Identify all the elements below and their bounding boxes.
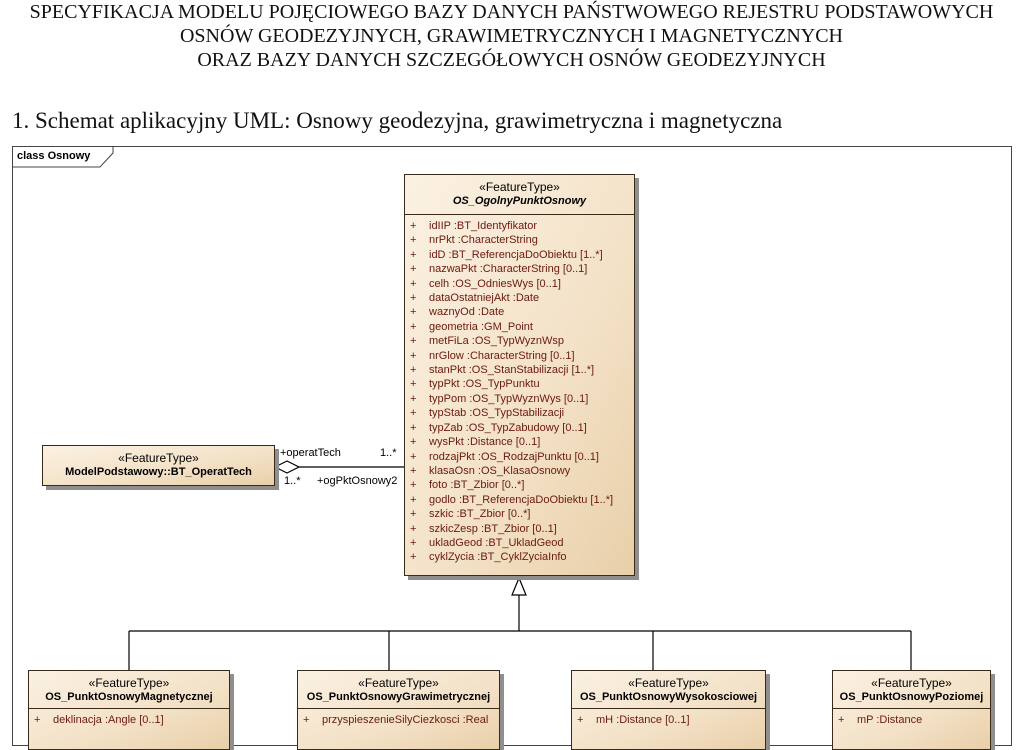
- attribute: [405, 305, 634, 319]
- visibility-symbol: +: [410, 479, 417, 492]
- attribute: [405, 450, 634, 464]
- attribute: [405, 277, 634, 291]
- attribute-text: waznyOd :Date: [429, 306, 505, 319]
- section-heading: 1. Schemat aplikacyjny UML: Osnowy geodezyjna, grawimetryczna i magnetyczna: [12, 108, 783, 133]
- class-header: [43, 446, 274, 480]
- attribute-text: idD :BT_ReferencjaDoObiektu [1..*]: [429, 248, 603, 261]
- attribute-text: wysPkt :Distance [0..1]: [429, 436, 541, 449]
- attribute-text: mH :Distance [0..1]: [596, 714, 690, 726]
- class-punkt-osnowy-grawimetrycznej[interactable]: [297, 670, 500, 750]
- attribute-text: cyklZycia :BT_CyklZyciaInfo: [429, 551, 567, 564]
- visibility-symbol: +: [410, 234, 417, 247]
- frame-label: class Osnowy: [17, 150, 91, 162]
- visibility-symbol: +: [410, 320, 417, 333]
- visibility-symbol: +: [410, 392, 417, 405]
- attribute-list: [298, 709, 499, 727]
- attribute: [29, 713, 229, 727]
- multiplicity-operat-tech: 1..*: [380, 447, 397, 459]
- class-header: [29, 671, 229, 709]
- class-header: [572, 671, 765, 709]
- role-operat-tech: +operatTech: [280, 447, 341, 459]
- role-og-pkt-osnowy2: +ogPktOsnowy2: [317, 475, 398, 487]
- class-name: OS_OgolnyPunktOsnowy: [452, 195, 587, 207]
- attribute: [405, 262, 634, 276]
- attribute-text: przyspieszenieSilyCiezkosci :Real: [322, 714, 489, 726]
- visibility-symbol: +: [410, 551, 417, 564]
- attribute-text: celh :OS_OdniesWys [0..1]: [429, 277, 561, 290]
- attribute: [405, 363, 634, 377]
- attribute: [405, 478, 634, 492]
- title-line-1: SPECYFIKACJA MODELU POJĘCIOWEGO BAZY DANYCH PAŃSTWOWEGO REJESTRU PODSTAWOWYCH: [29, 1, 994, 23]
- class-punkt-osnowy-wysokosciowej[interactable]: [571, 670, 766, 750]
- visibility-symbol: +: [410, 378, 417, 391]
- attribute: [405, 421, 634, 435]
- attribute: [833, 713, 990, 727]
- visibility-symbol: +: [410, 536, 417, 549]
- visibility-symbol: +: [410, 493, 417, 506]
- class-name: ModelPodstawowy::BT_OperatTech: [65, 466, 252, 478]
- visibility-symbol: +: [34, 714, 41, 726]
- visibility-symbol: +: [410, 277, 417, 290]
- visibility-symbol: +: [410, 364, 417, 377]
- class-punkt-osnowy-poziomej[interactable]: [832, 670, 991, 750]
- attribute: [405, 493, 634, 507]
- attribute-text: szkicZesp :BT_Zbior [0..1]: [429, 522, 557, 535]
- attribute-text: nrGlow :CharacterString [0..1]: [429, 349, 575, 362]
- attribute-text: szkic :BT_Zbior [0..*]: [429, 508, 531, 521]
- multiplicity-punkt: 1..*: [284, 475, 301, 487]
- attribute-text: nazwaPkt :CharacterString [0..1]: [429, 263, 588, 276]
- class-stereotype: «FeatureType»: [871, 676, 952, 690]
- aggregation-diamond: [275, 461, 299, 473]
- attribute: [405, 550, 634, 564]
- generalization-arrowhead: [512, 578, 526, 595]
- attribute-text: deklinacja :Angle [0..1]: [53, 714, 164, 726]
- attribute-text: typPkt :OS_TypPunktu: [429, 378, 540, 391]
- attribute-text: ukladGeod :BT_UkladGeod: [429, 536, 564, 549]
- class-stereotype: «FeatureType»: [118, 451, 199, 465]
- class-bt-operat-tech[interactable]: [42, 445, 275, 486]
- attribute-text: metFiLa :OS_TypWyznWsp: [429, 335, 564, 348]
- class-name: OS_PunktOsnowyMagnetycznej: [45, 691, 213, 703]
- class-name: OS_PunktOsnowyWysokosciowej: [579, 691, 758, 703]
- class-punkt-osnowy-magnetycznej[interactable]: [28, 670, 230, 750]
- class-name: OS_PunktOsnowyGrawimetrycznej: [306, 691, 491, 703]
- attribute-text: foto :BT_Zbior [0..*]: [429, 479, 525, 492]
- class-header: [833, 671, 990, 709]
- visibility-symbol: +: [410, 464, 417, 477]
- attribute-text: typPom :OS_TypWyznWys [0..1]: [429, 392, 589, 405]
- class-os-ogolny-punkt-osnowy[interactable]: [404, 174, 635, 576]
- visibility-symbol: +: [577, 714, 584, 726]
- class-stereotype: «FeatureType»: [628, 676, 709, 690]
- attribute-text: nrPkt :CharacterString: [429, 234, 538, 247]
- attribute-text: klasaOsn :OS_KlasaOsnowy: [429, 464, 571, 477]
- title-line-3: ORAZ BAZY DANYCH SZCZEGÓŁOWYCH OSNÓW GEODEZYJNYCH: [197, 49, 826, 71]
- attribute: [405, 320, 634, 334]
- visibility-symbol: +: [410, 421, 417, 434]
- title-line-2: OSNÓW GEODEZYJNYCH, GRAWIMETRYCZNYCH I MAGNETYCZNYCH: [179, 25, 843, 47]
- visibility-symbol: +: [410, 450, 417, 463]
- visibility-symbol: +: [410, 522, 417, 535]
- class-name: OS_PunktOsnowyPoziomej: [839, 691, 984, 703]
- visibility-symbol: +: [410, 292, 417, 305]
- class-header: [298, 671, 499, 709]
- attribute-text: rodzajPkt :OS_RodzajPunktu [0..1]: [429, 450, 599, 463]
- visibility-symbol: +: [410, 248, 417, 261]
- attribute: [405, 349, 634, 363]
- attribute: [405, 291, 634, 305]
- attribute: [405, 392, 634, 406]
- visibility-symbol: +: [303, 714, 310, 726]
- attribute-list: [29, 709, 229, 727]
- attribute-list: [572, 709, 765, 727]
- class-stereotype: «FeatureType»: [358, 676, 439, 690]
- attribute-text: geometria :GM_Point: [429, 320, 533, 333]
- attribute: [405, 406, 634, 420]
- attribute: [405, 334, 634, 348]
- attribute: [405, 219, 634, 233]
- attribute-text: godlo :BT_ReferencjaDoObiektu [1..*]: [429, 493, 614, 506]
- attribute-text: stanPkt :OS_StanStabilizacji [1..*]: [429, 364, 595, 377]
- attribute: [405, 233, 634, 247]
- visibility-symbol: +: [410, 407, 417, 420]
- visibility-symbol: +: [410, 349, 417, 362]
- attribute-text: mP :Distance: [857, 714, 923, 726]
- class-stereotype: «FeatureType»: [479, 180, 560, 194]
- visibility-symbol: +: [410, 508, 417, 521]
- visibility-symbol: +: [410, 306, 417, 319]
- attribute-text: typZab :OS_TypZabudowy [0..1]: [429, 421, 587, 434]
- attribute: [405, 377, 634, 391]
- attribute: [405, 248, 634, 262]
- visibility-symbol: +: [410, 335, 417, 348]
- attribute: [405, 522, 634, 536]
- attribute-text: typStab :OS_TypStabilizacji: [429, 407, 565, 420]
- attribute: [298, 713, 499, 727]
- attribute: [405, 536, 634, 550]
- visibility-symbol: +: [838, 714, 845, 726]
- attribute-list: [833, 709, 990, 727]
- visibility-symbol: +: [410, 436, 417, 449]
- attribute: [405, 435, 634, 449]
- attribute: [572, 713, 765, 727]
- attribute: [405, 464, 634, 478]
- class-stereotype: «FeatureType»: [88, 676, 170, 690]
- attribute-text: idIIP :BT_Identyfikator: [429, 220, 538, 232]
- visibility-symbol: +: [410, 263, 417, 276]
- attribute-text: dataOstatniejAkt :Date: [429, 292, 540, 305]
- visibility-symbol: +: [410, 220, 417, 232]
- class-header: [405, 175, 634, 215]
- attribute-list: [405, 215, 634, 565]
- attribute: [405, 507, 634, 521]
